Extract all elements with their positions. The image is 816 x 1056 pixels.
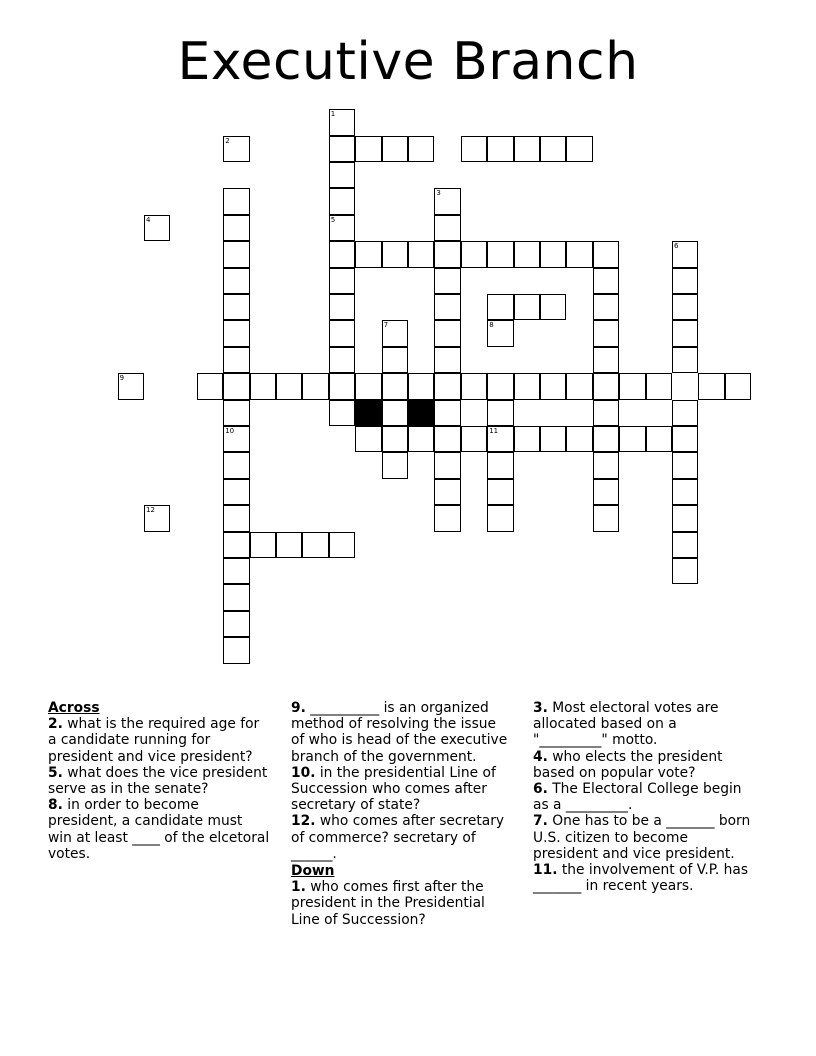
grid-cell[interactable] — [408, 426, 434, 452]
grid-cell[interactable] — [250, 373, 276, 399]
clue-number: 8 — [489, 321, 494, 330]
grid-cell[interactable] — [434, 294, 460, 320]
grid-cell[interactable] — [672, 426, 698, 452]
grid-cell[interactable] — [487, 136, 513, 162]
grid-cell[interactable] — [514, 373, 540, 399]
clue-number-label: 7. — [533, 813, 548, 830]
clue-number: 5 — [330, 215, 336, 224]
clue-text: what is the required age for a candidate running for president and vice president? — [48, 716, 260, 765]
grid-cell[interactable] — [593, 268, 619, 294]
grid-cell[interactable] — [619, 373, 645, 399]
clue-number: 4 — [146, 215, 151, 224]
grid-cell[interactable] — [593, 452, 619, 478]
grid-cell[interactable] — [514, 426, 540, 452]
clue-number-label: 2. — [48, 716, 63, 733]
grid-cell[interactable] — [672, 558, 698, 584]
grid-cell[interactable] — [329, 294, 355, 320]
grid-cell[interactable] — [540, 294, 566, 320]
clue-number: 3 — [436, 189, 441, 198]
clue-text: One has to be a _______ born U.S. citizen to become president and vice president. — [533, 813, 751, 862]
grid-cell[interactable] — [355, 373, 381, 399]
grid-cell[interactable] — [672, 479, 698, 505]
clue-number-label: 1. — [291, 879, 306, 896]
grid-cell[interactable] — [672, 532, 698, 558]
grid-cell[interactable] — [276, 532, 302, 558]
grid-cell[interactable] — [329, 320, 355, 346]
clue-text: The Electoral College begin as a _________. — [533, 781, 742, 814]
down-heading: Down — [291, 863, 335, 880]
grid-cell[interactable] — [223, 373, 249, 399]
grid-cell[interactable] — [593, 241, 619, 267]
grid-cell[interactable] — [382, 136, 408, 162]
grid-cell[interactable] — [672, 320, 698, 346]
grid-cell[interactable] — [408, 241, 434, 267]
grid-cell[interactable] — [382, 452, 408, 478]
grid-cell[interactable] — [434, 320, 460, 346]
grid-cell[interactable] — [223, 637, 249, 663]
grid-cell[interactable] — [566, 136, 592, 162]
clue-number-label: 5. — [48, 764, 63, 781]
clue-item — [291, 879, 513, 928]
grid-cell[interactable] — [197, 373, 223, 399]
grid-cell[interactable] — [434, 373, 460, 399]
clue-item — [533, 700, 755, 749]
grid-cell[interactable] — [223, 532, 249, 558]
grid-cell[interactable] — [672, 505, 698, 531]
grid-cell[interactable] — [672, 294, 698, 320]
grid-cell[interactable] — [540, 136, 566, 162]
clue-item — [48, 716, 270, 765]
grid-cell[interactable] — [434, 347, 460, 373]
clue-number-label: 10. — [291, 764, 316, 781]
grid-cell[interactable] — [355, 136, 381, 162]
grid-cell[interactable] — [223, 584, 249, 610]
grid-cell[interactable] — [382, 241, 408, 267]
grid-cell[interactable] — [329, 400, 355, 426]
clue-text: __________ is an organized method of resolving the issue of who is head of the executive branch of the government. — [291, 700, 508, 765]
grid-cell-black — [408, 400, 434, 426]
grid-cell-black — [355, 400, 381, 426]
grid-cell[interactable] — [593, 400, 619, 426]
grid-cell[interactable] — [461, 373, 487, 399]
clues-column-2 — [291, 700, 513, 928]
clue-number-label: 4. — [533, 748, 548, 765]
clue-number-label: 12. — [291, 813, 316, 830]
grid-cell[interactable] — [382, 347, 408, 373]
grid-cell[interactable] — [593, 426, 619, 452]
grid-cell[interactable] — [593, 479, 619, 505]
across-heading: Across — [48, 700, 100, 716]
grid-cell[interactable] — [329, 241, 355, 267]
clue-number-label: 6. — [533, 781, 548, 798]
grid-cell[interactable] — [382, 426, 408, 452]
clues-column-3 — [533, 700, 755, 894]
clues-column-1 — [48, 700, 270, 862]
grid-cell[interactable] — [250, 532, 276, 558]
grid-cell[interactable] — [672, 268, 698, 294]
grid-cell[interactable] — [329, 373, 355, 399]
clue-number: 9 — [119, 374, 125, 383]
grid-cell[interactable] — [540, 241, 566, 267]
grid-cell[interactable] — [434, 400, 460, 426]
grid-cell[interactable] — [593, 294, 619, 320]
grid-cell[interactable] — [329, 532, 355, 558]
grid-cell[interactable] — [434, 241, 460, 267]
grid-cell[interactable] — [223, 241, 249, 267]
grid-cell[interactable] — [302, 532, 328, 558]
grid-cell[interactable] — [329, 136, 355, 162]
grid-cell[interactable] — [487, 241, 513, 267]
grid-cell[interactable] — [540, 426, 566, 452]
grid-cell[interactable] — [408, 136, 434, 162]
clue-item — [48, 797, 270, 862]
grid-cell[interactable] — [566, 373, 592, 399]
clue-number: 10 — [225, 427, 235, 435]
grid-cell[interactable] — [593, 320, 619, 346]
grid-cell[interactable] — [672, 400, 698, 426]
clue-number: 12 — [146, 506, 155, 515]
clue-number: 1 — [330, 110, 336, 119]
clue-item — [533, 749, 755, 781]
grid-cell[interactable] — [487, 294, 513, 320]
clue-number-label: 11. — [533, 862, 558, 879]
grid-cell[interactable] — [566, 426, 592, 452]
grid-cell[interactable] — [223, 215, 249, 241]
grid-cell[interactable] — [223, 347, 249, 373]
clue-text: who comes first after the president in the Presidential Line of Succession? — [291, 879, 485, 928]
grid-cell[interactable] — [276, 373, 302, 399]
grid-cell[interactable] — [223, 294, 249, 320]
grid-cell[interactable] — [223, 452, 249, 478]
clue-text: who comes after secretary of commerce? secretary of ______. — [291, 813, 505, 862]
clue-item — [291, 765, 513, 814]
grid-cell[interactable] — [329, 268, 355, 294]
grid-cell[interactable] — [593, 373, 619, 399]
grid-cell[interactable] — [355, 241, 381, 267]
clue-text: what does the vice president serve as in the senate? — [48, 764, 268, 798]
grid-cell[interactable] — [434, 215, 460, 241]
grid-cell[interactable] — [223, 400, 249, 426]
grid-cell[interactable] — [672, 347, 698, 373]
clue-item — [291, 813, 513, 862]
grid-cell[interactable] — [698, 373, 724, 399]
grid-cell[interactable] — [223, 320, 249, 346]
clue-item — [533, 862, 755, 894]
clue-number: 2 — [225, 136, 230, 145]
grid-cell[interactable] — [355, 426, 381, 452]
grid-cell[interactable] — [434, 505, 460, 531]
grid-cell[interactable] — [514, 294, 540, 320]
grid-cell[interactable] — [408, 373, 434, 399]
grid-cell[interactable] — [434, 479, 460, 505]
grid-cell[interactable] — [329, 347, 355, 373]
grid-cell[interactable] — [329, 162, 355, 188]
grid-cell[interactable] — [672, 452, 698, 478]
grid-cell[interactable] — [223, 558, 249, 584]
grid-cell[interactable] — [487, 479, 513, 505]
grid-cell[interactable] — [487, 505, 513, 531]
grid-cell[interactable] — [514, 136, 540, 162]
grid-cell[interactable] — [461, 136, 487, 162]
grid-cell[interactable] — [302, 373, 328, 399]
clue-number-label: 3. — [533, 700, 548, 716]
grid-cell[interactable] — [646, 426, 672, 452]
grid-cell[interactable] — [619, 426, 645, 452]
grid-cell[interactable] — [540, 373, 566, 399]
grid-cell[interactable] — [646, 373, 672, 399]
grid-cell[interactable] — [329, 188, 355, 214]
clue-text: in order to become president, a candidate must win at least ____ of the elcetoral votes. — [48, 797, 270, 862]
clue-number: 7 — [383, 321, 389, 330]
grid-cell[interactable] — [514, 241, 540, 267]
grid-cell[interactable] — [434, 452, 460, 478]
grid-cell[interactable] — [434, 426, 460, 452]
clue-number-label: 9. — [291, 700, 306, 716]
clue-item — [48, 765, 270, 797]
grid-cell[interactable] — [593, 505, 619, 531]
clue-text: who elects the president based on popular vote? — [533, 748, 723, 781]
grid-cell[interactable] — [434, 268, 460, 294]
clue-item — [533, 781, 755, 813]
grid-cell[interactable] — [566, 241, 592, 267]
clue-text: the involvement of V.P. has _______ in recent years. — [533, 862, 749, 895]
grid-cell[interactable] — [223, 505, 249, 531]
grid-cell[interactable] — [725, 373, 751, 399]
grid-cell[interactable] — [223, 611, 249, 637]
grid-cell[interactable] — [593, 347, 619, 373]
grid-cell[interactable] — [487, 452, 513, 478]
clue-item — [291, 700, 513, 765]
grid-cell[interactable] — [382, 400, 408, 426]
clue-item — [533, 813, 755, 862]
grid-cell[interactable] — [487, 400, 513, 426]
grid-cell[interactable] — [223, 188, 249, 214]
clue-number: 6 — [674, 242, 679, 251]
grid-cell[interactable] — [382, 373, 408, 399]
grid-cell[interactable] — [223, 268, 249, 294]
clue-text: in the presidential Line of Succession who comes after secretary of state? — [291, 764, 496, 814]
grid-cell[interactable] — [461, 426, 487, 452]
grid-cell[interactable] — [461, 241, 487, 267]
clue-text: Most electoral votes are allocated based on a "_________" motto. — [533, 700, 719, 749]
page-title: Executive Branch — [177, 32, 639, 92]
grid-cell[interactable] — [223, 479, 249, 505]
grid-cell[interactable] — [487, 373, 513, 399]
clue-number: 11 — [489, 427, 499, 435]
clue-number-label: 8. — [48, 797, 63, 814]
